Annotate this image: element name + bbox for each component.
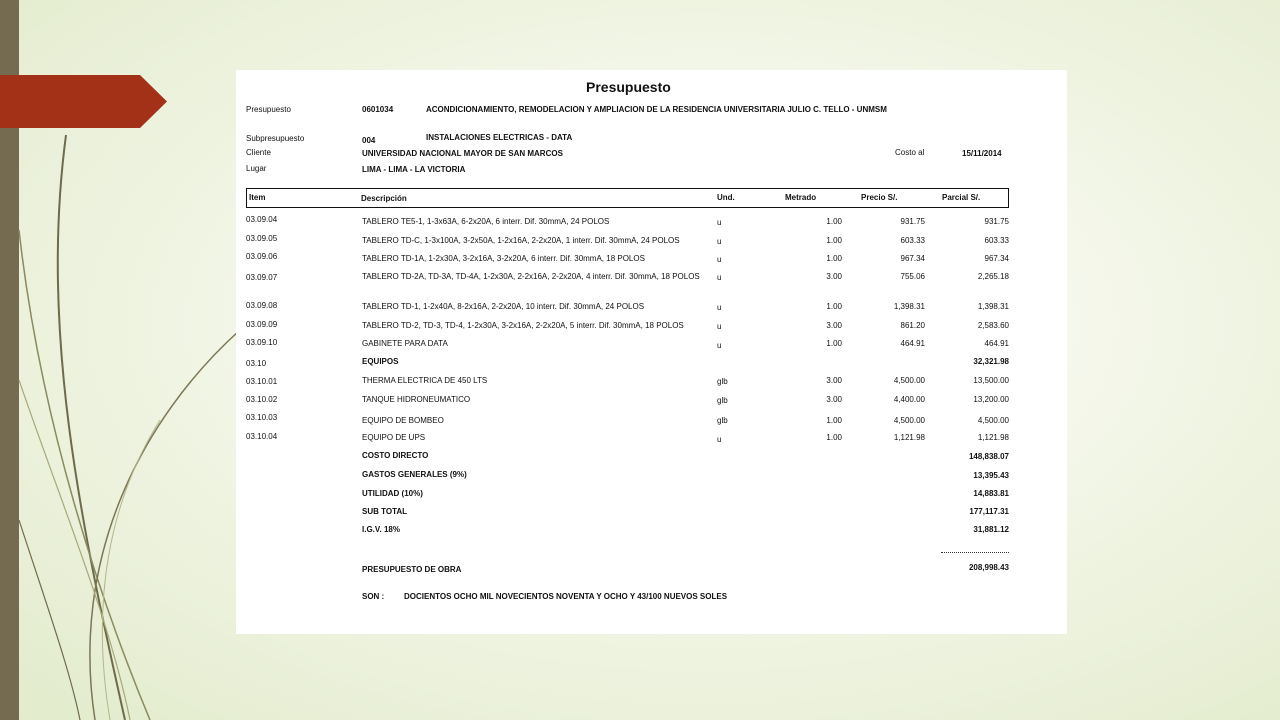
row-parcial: 13,200.00 (973, 395, 1009, 404)
row-precio: 4,500.00 (893, 416, 925, 425)
row-precio: 861.20 (900, 321, 925, 330)
row-metrado: 1.00 (826, 416, 842, 425)
row-desc: GABINETE PARA DATA (362, 339, 448, 348)
subpresupuesto-code: 004 (362, 136, 376, 145)
total-value: 177,117.31 (969, 507, 1009, 516)
row-metrado: 3.00 (826, 321, 842, 330)
col-item: Item (249, 193, 266, 202)
col-metrado: Metrado (785, 193, 817, 202)
row-precio: 755.06 (900, 272, 925, 281)
row-precio: 603.33 (900, 236, 925, 245)
row-precio: 967.34 (900, 254, 925, 263)
row-metrado: 1.00 (826, 254, 842, 263)
total-label: I.G.V. 18% (362, 525, 400, 534)
subpresupuesto-label: Subpresupuesto (246, 134, 305, 143)
cliente-label: Cliente (246, 148, 271, 157)
row-parcial: 603.33 (984, 236, 1009, 245)
row-item: 03.09.05 (246, 234, 278, 243)
row-desc: TABLERO TD-2, TD-3, TD-4, 1-2x30A, 3-2x16A, 2-2x20A, 5 interr. Dif. 30mmA, 18 POLOS (362, 321, 684, 330)
lugar-label: Lugar (246, 164, 267, 173)
row-parcial: 4,500.00 (977, 416, 1009, 425)
row-item: 03.10.03 (246, 413, 278, 422)
row-item: 03.09.04 (246, 215, 278, 224)
total-label: GASTOS GENERALES (9%) (362, 470, 467, 479)
row-parcial: 464.91 (984, 339, 1009, 348)
accent-arrow-tab (0, 75, 167, 128)
row-item: 03.10.04 (246, 432, 278, 441)
son-value: DOCIENTOS OCHO MIL NOVECIENTOS NOVENTA Y OCHO Y 43/100 NUEVOS SOLES (404, 592, 728, 601)
row-precio: 1,398.31 (893, 302, 925, 311)
row-und: u (717, 435, 722, 444)
row-desc: TABLERO TD-1A, 1-2x30A, 3-2x16A, 3-2x20A, 6 interr. Dif. 30mmA, 18 POLOS (362, 254, 645, 263)
row-und: glb (717, 377, 728, 386)
row-parcial: 1,398.31 (977, 302, 1009, 311)
col-precio: Precio S/. (861, 193, 898, 202)
row-und: u (717, 303, 722, 312)
costo-al-label: Costo al (895, 148, 925, 157)
row-metrado: 1.00 (826, 217, 842, 226)
costo-al-date: 15/11/2014 (962, 149, 1002, 158)
row-precio: 4,400.00 (893, 395, 925, 404)
total-value: 31,881.12 (973, 525, 1009, 534)
row-precio: 464.91 (900, 339, 925, 348)
row-und: u (717, 322, 722, 331)
row-item: 03.10.02 (246, 395, 278, 404)
row-und: u (717, 218, 722, 227)
cliente-value: UNIVERSIDAD NACIONAL MAYOR DE SAN MARCOS (362, 149, 563, 158)
subpresupuesto-name: INSTALACIONES ELECTRICAS - DATA (426, 133, 573, 142)
row-metrado: 1.00 (826, 236, 842, 245)
row-item: 03.09.07 (246, 273, 278, 282)
row-desc: EQUIPO DE UPS (362, 433, 426, 442)
row-parcial: 32,321.98 (973, 357, 1009, 366)
row-item: 03.09.10 (246, 338, 278, 347)
row-und: glb (717, 416, 728, 425)
table-header (246, 188, 1009, 208)
total-separator (941, 552, 1009, 553)
son-label: SON : (362, 592, 385, 601)
row-parcial: 1,121.98 (977, 433, 1009, 442)
row-metrado: 1.00 (826, 302, 842, 311)
total-label: UTILIDAD (10%) (362, 489, 423, 498)
row-parcial: 13,500.00 (973, 376, 1009, 385)
row-precio: 1,121.98 (893, 433, 925, 442)
col-und: Und. (717, 193, 735, 202)
presupuesto-obra-value: 208,998.43 (968, 563, 1009, 572)
row-parcial: 2,265.18 (977, 272, 1009, 281)
row-item: 03.09.09 (246, 320, 278, 329)
col-parcial: Parcial S/. (942, 193, 981, 202)
row-metrado: 3.00 (826, 395, 842, 404)
row-desc: EQUIPOS (362, 357, 399, 366)
total-label: COSTO DIRECTO (362, 451, 429, 460)
col-descripcion: Descripción (361, 194, 407, 203)
row-item: 03.09.06 (246, 252, 278, 261)
row-und: u (717, 255, 722, 264)
row-precio: 931.75 (900, 217, 925, 226)
row-item: 03.10.01 (246, 377, 278, 386)
total-value: 13,395.43 (973, 471, 1009, 480)
presupuesto-label: Presupuesto (246, 105, 291, 114)
presupuesto-obra-label: PRESUPUESTO DE OBRA (362, 565, 462, 574)
row-metrado: 3.00 (826, 376, 842, 385)
row-desc: TABLERO TD-C, 1-3x100A, 3-2x50A, 1-2x16A, 2-2x20A, 1 interr. Dif. 30mmA, 24 POLOS (362, 236, 680, 245)
row-desc: THERMA ELECTRICA DE 450 LTS (362, 376, 488, 385)
row-desc: TABLERO TD-1, 1-2x40A, 8-2x16A, 2-2x20A, 10 interr. Dif. 30mmA, 24 POLOS (362, 302, 645, 311)
lugar-value: LIMA - LIMA - LA VICTORIA (362, 165, 466, 174)
row-und: u (717, 273, 722, 282)
row-item: 03.10 (246, 359, 267, 368)
row-und: glb (717, 396, 728, 405)
presupuesto-name: ACONDICIONAMIENTO, REMODELACION Y AMPLIACION DE LA RESIDENCIA UNIVERSITARIA JULIO C. TELLO - UNMSM (426, 105, 887, 114)
document-title: Presupuesto (586, 79, 671, 95)
row-parcial: 2,583.60 (977, 321, 1009, 330)
row-parcial: 967.34 (984, 254, 1009, 263)
row-und: u (717, 237, 722, 246)
row-metrado: 1.00 (826, 339, 842, 348)
row-metrado: 1.00 (826, 433, 842, 442)
row-desc: TANQUE HIDRONEUMATICO (362, 395, 471, 404)
total-value: 148,838.07 (968, 452, 1009, 461)
presupuesto-code: 0601034 (362, 105, 394, 114)
row-parcial: 931.75 (984, 217, 1009, 226)
total-value: 14,883.81 (973, 489, 1009, 498)
row-desc: EQUIPO DE BOMBEO (362, 416, 444, 425)
budget-document (236, 70, 1067, 634)
row-precio: 4,500.00 (893, 376, 925, 385)
row-metrado: 3.00 (826, 272, 842, 281)
row-desc: TABLERO TE5-1, 1-3x63A, 6-2x20A, 6 interr. Dif. 30mmA, 24 POLOS (362, 217, 610, 226)
total-label: SUB TOTAL (362, 507, 408, 516)
row-desc: TABLERO TD-2A, TD-3A, TD-4A, 1-2x30A, 2-2x16A, 2-2x20A, 4 interr. Dif. 30mmA, 18 POLOS (362, 272, 700, 281)
row-item: 03.09.08 (246, 301, 278, 310)
row-und: u (717, 341, 722, 350)
